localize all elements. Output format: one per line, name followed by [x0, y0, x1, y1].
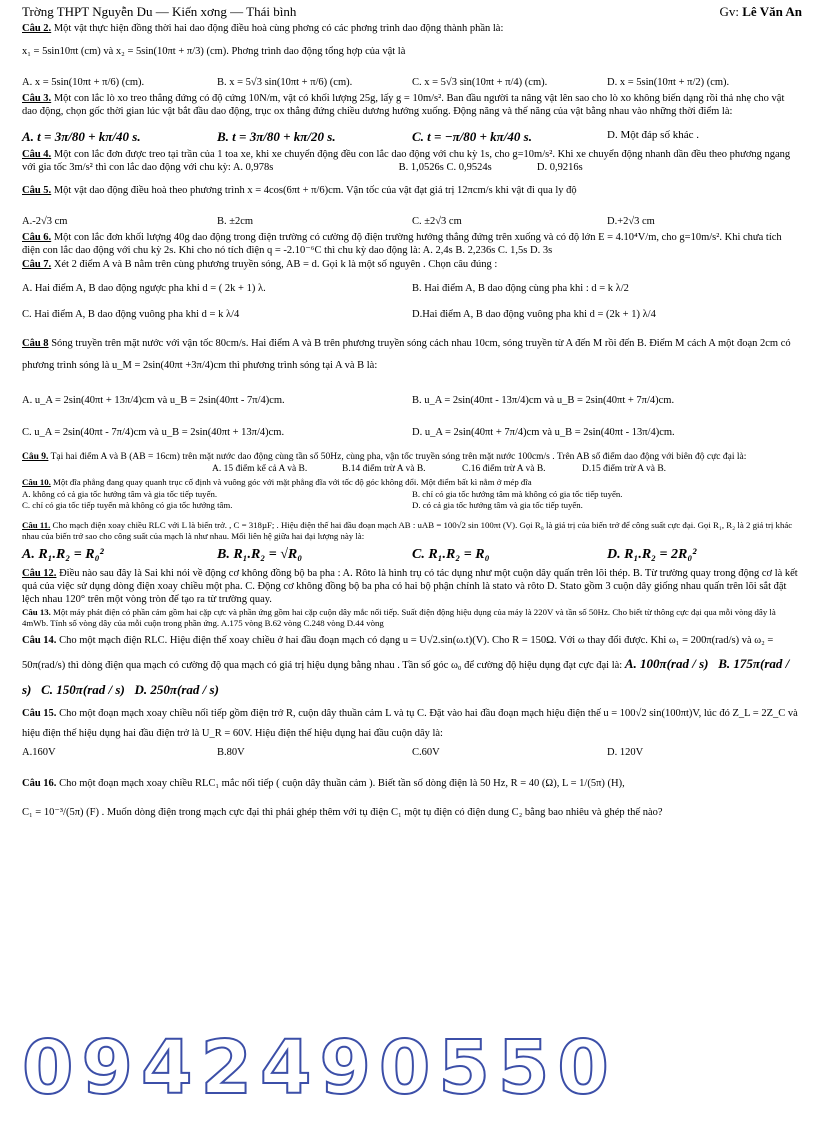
question-10-options-row2 — [22, 500, 802, 511]
option-a: A. 0,978s — [232, 162, 274, 174]
option-d: D. có cả gia tốc hướng tâm và gia tốc tiếp tuyến. — [412, 500, 583, 511]
option-a: A. 15 điểm kể cả A và B. — [212, 464, 308, 475]
option-b: B.14 điểm trừ A và B. — [342, 464, 426, 475]
option-d: D. 250π(rad / s) — [134, 682, 219, 698]
option-d: D. 0,9216s — [536, 162, 583, 174]
option-d: D. u_A = 2sin(40πt + 7π/4)cm và u_B = 2sin(40πt - 13π/4)cm. — [412, 427, 675, 439]
question-2: Câu 2. Một vật thực hiện đồng thời hai dao động điều hoà cùng phơng có các phơng trình dao động thành phần là: x₁ = 5sin10πt (cm) và x₂ = 5sin(10πt + π/3) (cm). Phơng trình dao động tổng hợp của vật là A. x = 5sin(10πt + π/6) (cm). B. x = 5√3 sin(10πt + π/6) (cm). C. x = 5√3 sin(10πt + π/4) (cm). D. x = 5sin(10πt + π/2) (cm). — [22, 22, 802, 88]
question-7-options-row2 — [22, 308, 802, 321]
option-b: B. u_A = 2sin(40πt - 13π/4)cm và u_B = 2sin(40πt + 7π/4)cm. — [412, 395, 675, 407]
question-8-options-row2 — [22, 426, 802, 439]
option-c: C. R₁.R₂ = R₀ — [412, 547, 490, 563]
question-8-options-row1 — [22, 394, 802, 407]
question-7-options-row1 — [22, 282, 802, 295]
teacher-name: Lê Văn An — [742, 4, 802, 19]
option-c: C. t = −π/80 + kπ/40 s. — [412, 128, 532, 144]
option-c: C. ±2√3 cm — [412, 215, 462, 227]
question-10-options-row1 — [22, 489, 802, 500]
question-16: Câu 16. Cho một đoạn mạch xoay chiều RLC₁ mắc nối tiếp ( cuộn dây thuần cảm ). Biết tần số dòng điện là 50 Hz, R = 40 (Ω), L = 1/(5π) (H), C₁ = 10⁻³/(5π) (F) . Muốn dòng điện trong mạch cực đại thì phải ghép thêm với tụ điện C₁ một tụ điện có điện dung C₂ bằng bao nhiêu và ghép thế nào? — [22, 778, 663, 819]
question-4: Câu 4. Một con lắc đơn được treo tại trần của 1 toa xe, khi xe chuyển động đều con lắc dao động với chu kỳ 1s, cho g=10m/s². Khi xe chuyển động nhanh dần đều theo phương ngang với gia tốc 3m/s² thì con lắc dao động với chu kỳ: A. 0,978s B. 1,0526s C. 0,9524s D. 0,9216s — [22, 149, 791, 174]
question-6: Câu 6. Một con lắc đơn khối lượng 40g dao động trong điện trường có cường độ điện trường hướng thẳng đứng trên xuống và có độ lớn E = 4.10⁴V/m, cho g=10m/s². Khi chưa tích điện con lắc dao động với chu kỳ 2s. Khi cho nó tích điện q = -2.10⁻⁶C thì chu kỳ dao động là: A. 2,4s B. 2,236s C. 1,5s D. 3s — [22, 231, 782, 256]
option-d: D.+2√3 cm — [607, 215, 655, 227]
question-9: Câu 9. Tại hai điểm A và B (AB = 16cm) trên mặt nước dao động cùng tần số 50Hz, cùng pha, vận tốc truyền sóng trên mặt nước 100cm/s . Trên AB số điểm dao động với biên độ cực đại là: A. 15 điểm kể cả A và B. B.14 điểm trừ A và B. C.16 điểm trừ A và B. D.15 điểm trừ A và B. — [22, 452, 802, 477]
question-5-options — [22, 215, 802, 228]
option-a: A.-2√3 cm — [22, 215, 68, 227]
option-b: B. R₁.R₂ = √R₀ — [217, 547, 303, 563]
question-3-options — [22, 129, 802, 145]
question-11: Câu 11. Cho mạch điện xoay chiều RLC với L là biến trở. , C = 318µF; . Hiệu điện thế hai đầu đoạn mạch AB : uAB = 100√2 sin 100πt (V). Gọi R₀ là giá trị của biến trở để công suất cực đại. Gọi R₁, R₂ là 2 giá trị khác nhau của biến trở sao cho công suất của mạch là như nhau. Mối liên hệ giữa hai đại lượng này là: A. R₁.R₂ = R₀² B. R₁.R₂ = √R₀ C. R₁.R₂ = R₀ D. R₁.R₂ = 2R₀² — [22, 520, 802, 563]
option-a: A. R₁.R₂ = R₀² — [22, 547, 104, 563]
option-d: D. R₁.R₂ = 2R₀² — [607, 547, 697, 563]
option-c: C.60V — [412, 746, 440, 758]
option-a: A. t = 3π/80 + kπ/40 s. — [22, 128, 141, 144]
option-b: B. 175π(rad / s) — [22, 656, 790, 698]
option-b: B. x = 5√3 sin(10πt + π/6) (cm). — [217, 76, 353, 88]
option-b: B. 1,0526s — [398, 162, 444, 174]
document-page — [22, 4, 802, 820]
teacher: Gv: Lê Văn An — [719, 4, 802, 19]
question-3: Câu 3. Một con lắc lò xo treo thẳng đứng có độ cứng 10N/m, vật có khối lượng 25g, lấy g = 10m/s². Ban đầu người ta nâng vật lên sao cho lò xo không biến dạng rồi thả nhẹ cho vật dao động, chọn gốc thời gian lúc vật bắt đầu dao động, trục ox thẳng đứng chiều dương hướng xuống. Động năng và thế năng của vật bằng nhau vào những thời điểm là: A. t = 3π/80 + kπ/40 s. B. t = 3π/80 + kπ/20 s. C. t = −π/80 + kπ/40 s. D. Một đáp số khác . — [22, 92, 802, 146]
option-c: C.16 điểm trừ A và B. — [462, 464, 546, 475]
option-c: C. u_A = 2sin(40πt - 7π/4)cm và u_B = 2sin(40πt + 13π/4)cm. — [22, 427, 285, 439]
question-12: Câu 12. Điều nào sau đây là Sai khi nói về động cơ không đồng bộ ba pha : A. Rôto là hình trụ có tác dụng như một cuộn dây quấn trên lõi thép. B. Từ trường quay trong động cơ là kết quả của việc sử dụng dòng điện xoay chiều một pha. C. Động cơ không đồng bộ ba pha có hai bộ phận chính là stato và rôto D. Stato gồm 3 cuộn dây giống nhau quấn trên lõi sắt đặt lệch nhau 120° trên một vòng tròn để tạo ra từ trường quay. — [22, 567, 798, 606]
option-d: D.Hai điểm A, B dao động vuông pha khi d = (2k + 1) λ/4 — [412, 309, 656, 321]
option-d: D. Một đáp số khác . — [607, 128, 699, 141]
question-9-options — [212, 464, 802, 476]
question-2-equation: x₁ = 5sin10πt (cm) và x₂ = 5sin(10πt + π/3) (cm). Phơng trình dao động tổng hợp của vật là — [22, 46, 406, 58]
option-a: A. 100π(rad / s) — [624, 656, 709, 672]
option-c: C. 0,9524s — [446, 162, 492, 174]
option-d: D. 120V — [607, 746, 644, 758]
page-header — [22, 4, 802, 20]
option-a: A. u_A = 2sin(40πt + 13π/4)cm và u_B = 2sin(40πt - 7π/4)cm. — [22, 395, 285, 407]
option-a: A.160V — [22, 746, 56, 758]
option-c: C. 150π(rad / s) — [41, 682, 125, 698]
question-15: Câu 15. Cho một đoạn mạch xoay chiều nối tiếp gồm điện trở R, cuộn dây thuần cảm L và tụ C. Đặt vào hai đầu đoạn mạch hiệu điện thế u = 100√2 sin(100πt)V, lúc đó Z_L = 2Z_C và hiệu điện thế hiệu dụng hai đầu điện trở là U_R = 60V. Hiệu điện thế hiệu dụng hai đầu cuộn dây là: A.160V B.80V C.60V D. 120V — [22, 704, 802, 759]
question-15-options — [22, 746, 802, 759]
question-13: Câu 13. Một máy phát điện có phần cảm gồm hai cặp cực và phần ứng gồm hai cặp cuộn dây mắc nối tiếp. Suất điện động hiệu dụng của máy là 220V và tần số 50Hz. Cho biết từ thông cực đại qua mỗi vòng dây là 4mWb. Tính số vòng dây của mỗi cuộn trong phần ứng. A.175 vòng B.62 vòng C.248 vòng D.44 vòng — [22, 607, 776, 629]
question-5: Câu 5. Một vật dao động điều hoà theo phương trình x = 4cos(6πt + π/6)cm. Vận tốc của vật đạt giá trị 12πcm/s khi vật đi qua ly độ A.-2√3 cm B. ±2cm C. ±2√3 cm D.+2√3 cm — [22, 184, 802, 227]
question-8: Câu 8 Sóng truyền trên mặt nước với vận tốc 80cm/s. Hai điểm A và B trên phương truyền sóng cách nhau 10cm, sóng truyền từ A đến M rồi đến B. Điểm M cách A một đoạn 2cm có phương trình sóng là u_M = 2sin(40πt +3π/4)cm thì phương trình sóng tại A và B là: A. u_A = 2sin(40πt + 13π/4)cm và u_B = 2sin(40πt - 7π/4)cm. B. u_A = 2sin(40πt - 13π/4)cm và u_B = 2sin(40πt + 7π/4)cm. C. u_A = 2sin(40πt - 7π/4)cm và u_B = 2sin(40πt + 13π/4)cm. D. u_A = 2sin(40πt + 7π/4)cm và u_B = 2sin(40πt - 13π/4)cm. — [22, 333, 802, 439]
option-b: B.80V — [217, 746, 245, 758]
school-name: Trờng THPT Nguyễn Du — Kiến xơng — Thái bình — [22, 4, 297, 19]
option-b: B. Hai điểm A, B dao động cùng pha khi : d = k λ/2 — [412, 283, 629, 294]
option-b: B. chỉ có gia tốc hướng tâm mà không có gia tốc tiếp tuyến. — [412, 489, 623, 500]
question-14: Câu 14. Cho một mạch điện RLC. Hiệu điện thế xoay chiều ở hai đầu đoạn mạch có dạng u = U√2.sin(ω.t)(V). Cho R = 150Ω. Với ω thay đổi được. Khi ω₁ = 200π(rad/s) và ω₂ = 50π(rad/s) thì dòng điện qua mạch có cường độ qua mạch có giá trị hiệu dụng bằng nhau . Tần số góc ω₀ để cường độ hiệu dụng đạt cực đại là: A. 100π(rad / s) B. 175π(rad / s) C. 150π(rad / s) D. 250π(rad / s) — [22, 635, 790, 698]
option-c: C. Hai điểm A, B dao động vuông pha khi d = k λ/4 — [22, 309, 240, 321]
option-d: D.15 điểm trừ A và B. — [582, 464, 667, 475]
question-11-options — [22, 546, 802, 564]
question-2-options — [22, 76, 802, 89]
option-b: B. ±2cm — [217, 215, 254, 227]
option-d: D. x = 5sin(10πt + π/2) (cm). — [607, 76, 730, 88]
option-b: B. t = 3π/80 + kπ/20 s. — [217, 128, 336, 144]
phone-watermark: 0942490550 — [22, 1025, 617, 1111]
option-a: A. x = 5sin(10πt + π/6) (cm). — [22, 76, 145, 88]
option-c: C. chỉ có gia tốc tiếp tuyến mà không có gia tốc hướng tâm. — [22, 500, 233, 511]
option-a: A. Hai điểm A, B dao động ngược pha khi d = ( 2k + 1) λ. — [22, 283, 266, 294]
question-7: Câu 7. Xét 2 điểm A và B nằm trên cùng phương truyền sóng, AB = d. Gọi k là một số nguyên . Chọn câu đúng : A. Hai điểm A, B dao động ngược pha khi d = ( 2k + 1) λ. B. Hai điểm A, B dao động cùng pha khi : d = k λ/2 C. Hai điểm A, B dao động vuông pha khi d = k λ/4 D.Hai điểm A, B dao động vuông pha khi d = (2k + 1) λ/4 — [22, 258, 802, 321]
option-c: C. x = 5√3 sin(10πt + π/4) (cm). — [412, 76, 548, 88]
option-a: A. không có cả gia tốc hướng tâm và gia tốc tiếp tuyến. — [22, 489, 218, 500]
question-10: Câu 10. Một đĩa phẳng đang quay quanh trục cố định và vuông góc với mặt phẳng đĩa với tốc độ góc không đổi. Một điểm bất kì nằm ở mép đĩa A. không có cả gia tốc hướng tâm và gia tốc tiếp tuyến. B. chỉ có gia tốc hướng tâm mà không có gia tốc tiếp tuyến. C. chỉ có gia tốc tiếp tuyến mà không có gia tốc hướng tâm. D. có cả gia tốc hướng tâm và gia tốc tiếp tuyến. — [22, 477, 802, 511]
